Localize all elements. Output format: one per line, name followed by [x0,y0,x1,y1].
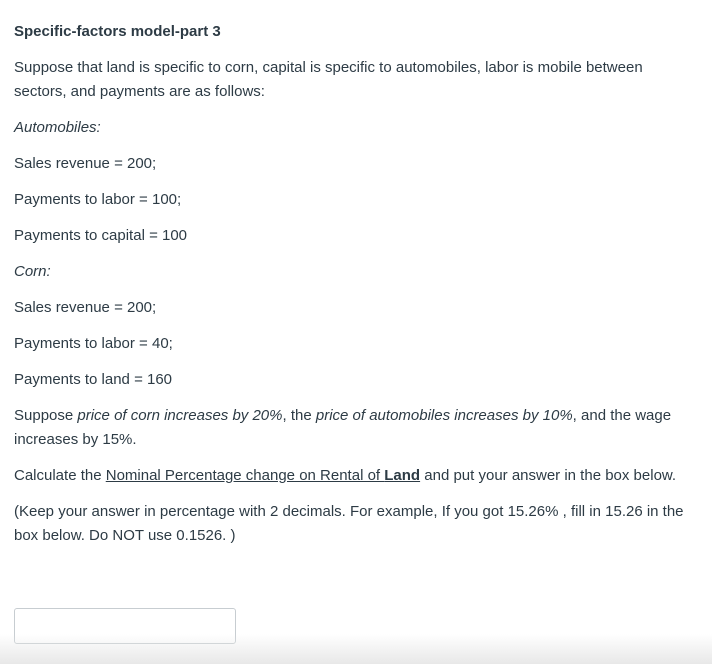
corn-payments-land: Payments to land = 160 [14,371,173,388]
question-intro: Suppose that land is specific to corn, capital is specific to automobiles, labor is mobile between sectors, and payments are as follows: [14,59,643,100]
price-change-statement [14,404,698,452]
auto-price-increase: price of automobiles increases by 10% [315,407,573,424]
answer-format-note: (Keep your answer in percentage with 2 decimals. For example, If you got 15.26% , fill in 15.26 in the box below. Do NOT use 0.1526. ) [14,503,684,544]
calc-part-1: Calculate the [14,467,106,484]
auto-sales-revenue: Sales revenue = 200; [14,155,157,172]
land-emphasis: Land [384,467,421,484]
calculation-instruction [14,464,698,488]
question-content [14,20,698,560]
suppose-part-1: Suppose [14,407,78,424]
nominal-change-phrase [106,467,420,484]
automobiles-heading [14,116,698,140]
corn-heading-text: Corn: [14,263,51,280]
corn-sales-revenue: Sales revenue = 200; [14,299,157,316]
answer-input[interactable] [14,608,236,644]
calc-part-4: and put your answer in the box below. [420,467,677,484]
corn-payments-labor: Payments to labor = 40; [14,335,173,352]
auto-payments-capital: Payments to capital = 100 [14,227,188,244]
question-title: Specific-factors model-part 3 [14,23,221,40]
suppose-part-5: , and the wage increases by 15%. [14,407,672,448]
auto-payments-labor: Payments to labor = 100; [14,191,182,208]
corn-heading [14,260,698,284]
corn-price-increase: price of corn increases by 20% [77,407,283,424]
suppose-part-3: , the [282,407,316,424]
calc-part-2: Nominal Percentage change on Rental of [105,467,385,484]
automobiles-heading-text: Automobiles: [14,119,101,136]
